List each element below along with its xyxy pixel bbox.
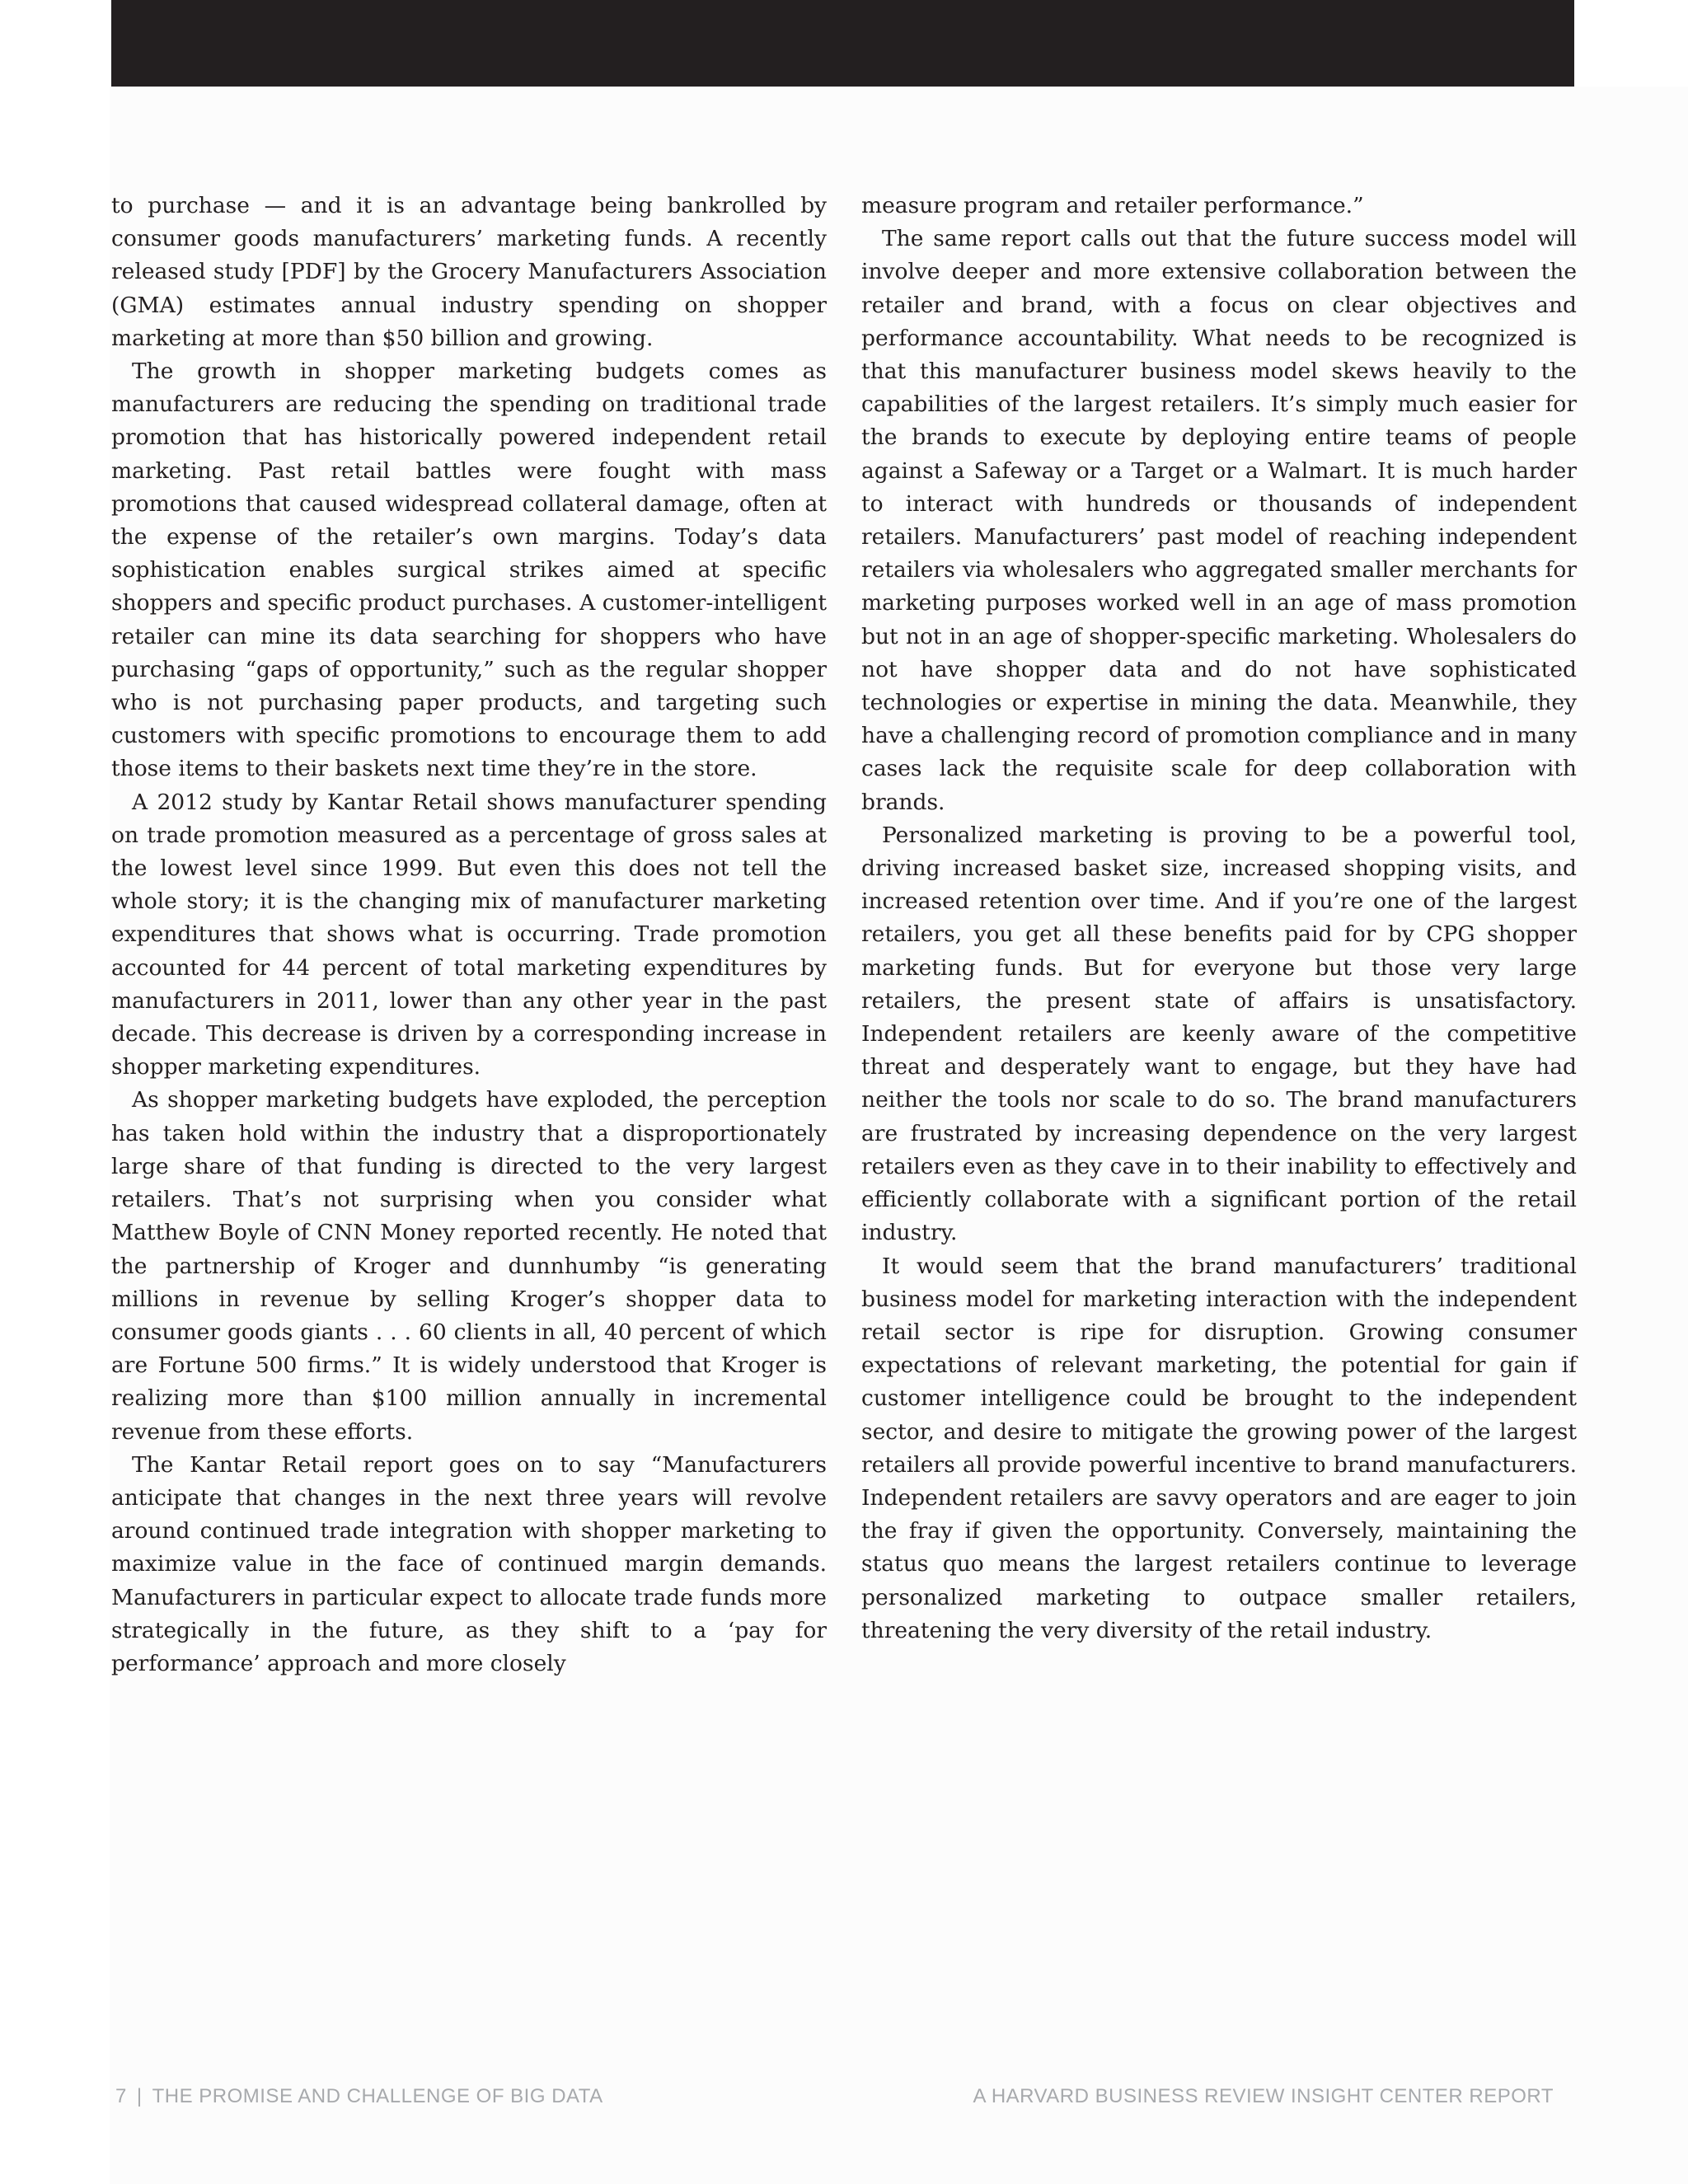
page-number: 7	[115, 2085, 127, 2107]
paragraph: The same report calls out that the future success model will involve deeper and more extensive collaboration between the retailer and brand, with a focus on clear objectives and performance accountability. What needs to be recognized is that this manufacturer business model skews heavily to the capabilities of the largest retailers. It’s simply much easier for the brands to execute by deploying entire teams of people against a Safeway or a Target or a Walmart. It is much harder to interact with hundreds or thousands of independent retailers. Manufacturers’ past model of reaching independent retailers via wholesalers who aggregated smaller merchants for marketing purposes worked well in an age of mass promotion but not in an age of shopper-specific marketing. Wholesalers do not have shopper data and do not have sophisticated technologies or expertise in mining the data. Meanwhile, they have a challenging record of promotion compliance and in many cases lack the requisite scale for deep collaboration with brands.	[861, 226, 1577, 815]
footer-separator: |	[136, 2085, 143, 2107]
paragraph: As shopper marketing budgets have exploded, the perception has taken hold within the industry that a disproportionately large share of that funding is directed to the very largest retailers. That’s not surprising when you consider what Matthew Boyle of CNN Money reported recently. He noted that the partnership of Kroger and dunnhumby “is generating millions in revenue by selling Kroger’s shopper data to consumer goods giants . . . 60 clients in all, 40 percent of which are Fortune 500 firms.” It is widely understood that Kroger is realizing more than $100 million annually in incremental revenue from these efforts.	[111, 1087, 827, 1445]
left-column	[111, 190, 827, 1680]
footer-left	[115, 2085, 603, 2108]
footer-right	[973, 2085, 1554, 2108]
publisher-label: A HARVARD BUSINESS REVIEW INSIGHT CENTER REPORT	[973, 2085, 1554, 2107]
paragraph: A 2012 study by Kantar Retail shows manufacturer spending on trade promotion measured as a percentage of gross sales at the lowest level since 1999. But even this does not tell the whole story; it is the changing mix of manufacturer marketing expenditures that shows what is occurring. Trade promotion accounted for 44 percent of total marketing expenditures by manufacturers in 2011, lower than any other year in the past decade. This decrease is driven by a corresponding increase in shopper marketing expenditures.	[111, 789, 827, 1080]
right-column	[861, 190, 1577, 1647]
header-bar	[111, 0, 1574, 87]
paragraph: The growth in shopper marketing budgets comes as manufacturers are reducing the spending on traditional trade promotion that has historically powered independent retail marketing. Past retail battles were fought with mass promotions that caused widespread collateral damage, often at the expense of the retailer’s own margins. Today’s data sophistication enables surgical strikes aimed at specific shoppers and specific product purchases. A customer-intelligent retailer can mine its data searching for shoppers who have purchasing “gaps of opportunity,” such as the regular shopper who is not purchasing paper products, and targeting such customers with specific promotions to encourage them to add those items to their baskets next time they’re in the store.	[111, 359, 827, 782]
paragraph: measure program and retailer performance.”	[861, 193, 1364, 218]
paragraph: The Kantar Retail report goes on to say “Manufacturers anticipate that changes in the next three years will revolve around continued trade integration with shopper marketing to maximize value in the face of continued margin demands. Manufacturers in particular expect to allocate trade funds more strategically in the future, as they shift to a ‘pay for performance’ approach and more closely	[111, 1451, 827, 1676]
report-title: THE PROMISE AND CHALLENGE OF BIG DATA	[152, 2085, 603, 2107]
paragraph: It would seem that the brand manufacturers’ traditional business model for marketing interaction with the independent retail sector is ripe for disruption. Growing consumer expectations of relevant marketing, the potential for gain if customer intelligence could be brought to the independent sector, and desire to mitigate the growing power of the largest retailers all provide powerful incentive to brand manufacturers. Independent retailers are savvy operators and are eager to join the fray if given the opportunity. Conversely, maintaining the status quo means the largest retailers continue to leverage personalized marketing to outpace smaller retailers, threatening the very diversity of the retail industry.	[861, 1253, 1577, 1643]
paragraph: to purchase — and it is an advantage being bankrolled by consumer goods manufacturers’ marketing funds. A recently released study [PDF] by the Grocery Manufacturers Association (GMA) estimates annual industry spending on shopper marketing at more than $50 billion and growing.	[111, 193, 827, 351]
paragraph: Personalized marketing is proving to be a powerful tool, driving increased basket size, increased shopping visits, and increased retention over time. And if you’re one of the largest retailers, you get all these benefits paid for by CPG shopper marketing funds. But for everyone but those very large retailers, the present state of affairs is unsatisfactory. Independent retailers are keenly aware of the competitive threat and desperately want to engage, but they have had neither the tools nor scale to do so. The brand manufacturers are frustrated by increasing dependence on the very largest retailers even as they cave in to their inability to effectively and efficiently collaborate with a significant portion of the retail industry.	[861, 822, 1577, 1246]
